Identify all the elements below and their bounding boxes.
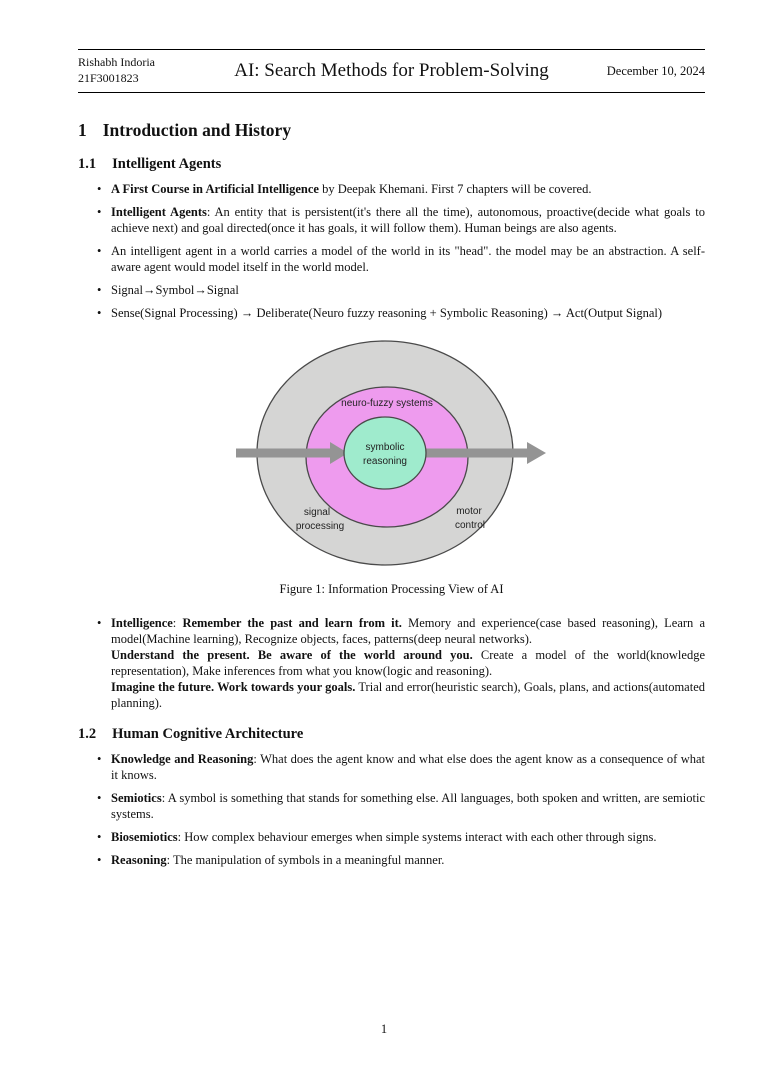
bullet-line: • A First Course in Artificial Intelligence by Deepak Khemani. First 7 chapters will be covered. xyxy=(111,182,592,197)
bullet-line: • Signal→Symbol→Signal xyxy=(111,283,239,298)
information-processing-diagram xyxy=(236,335,548,567)
label-symbolic: symbolic xyxy=(365,442,404,454)
list-item xyxy=(111,243,705,275)
author-block xyxy=(78,55,228,86)
label-reasoning: reasoning xyxy=(362,456,407,468)
bullet-line: • Reasoning: The manipulation of symbols in a meaningful manner. xyxy=(111,853,445,868)
bullet-list-agents xyxy=(78,181,705,321)
label-processing: processing xyxy=(295,521,344,533)
author-name: Rishabh Indoria xyxy=(78,55,155,70)
bullet-line: Understand the present. Be aware of the world around you. Create a model of the world(knowledge representation), Make inferences from what you know(logic and reasoning). xyxy=(111,648,705,679)
input-arrow-shaft xyxy=(236,449,330,458)
section-number: 1 xyxy=(78,120,87,141)
output-arrow-shaft xyxy=(424,449,528,458)
bullet-line: • Intelligence: Remember the past and learn from it. Memory and experience(case based reasoning), Learn a model(Machine learning), Recognize objects, faces, patterns(deep neural networks). xyxy=(111,616,705,647)
list-item xyxy=(111,615,705,711)
label-signal: signal xyxy=(303,507,330,519)
section-title: Introduction and History xyxy=(102,120,292,141)
bullet-line: • Sense(Signal Processing) → Deliberate(Neuro fuzzy reasoning + Symbolic Reasoning) → Act(Output Signal) xyxy=(111,306,663,321)
header-rule-bottom xyxy=(78,92,705,93)
list-item xyxy=(111,829,705,845)
bullet-line: • Intelligent Agents: An entity that is persistent(it's there all the time), autonomous, proactive(decide what goals to achieve next) and goal directed(once it has goals, it will follow them). Human beings are also agents. xyxy=(111,205,705,236)
page-header xyxy=(78,50,705,92)
label-neuro-fuzzy-systems: neuro-fuzzy systems xyxy=(340,398,433,410)
author-id: 21F3001823 xyxy=(78,70,139,85)
label-motor: motor xyxy=(455,506,482,518)
bullet-line: • An intelligent agent in a world carries a model of the world in its "head". the model may be an abstraction. A self-aware agent would model itself in the world model. xyxy=(111,244,705,275)
subsection-title: Intelligent Agents xyxy=(112,156,222,173)
document-page xyxy=(0,49,768,1073)
list-item xyxy=(111,181,705,197)
page-number: 1 xyxy=(380,1022,388,1036)
list-item xyxy=(111,305,705,321)
bullet-list-cognitive xyxy=(78,751,705,868)
subsection-title: Human Cognitive Architecture xyxy=(112,726,304,743)
subsection-heading-1-1 xyxy=(78,155,705,173)
page-content xyxy=(78,49,705,868)
subsection-heading-1-2 xyxy=(78,725,705,743)
bullet-line: • Knowledge and Reasoning: What does the agent know and what else does the agent know as a consequence of what it knows. xyxy=(111,752,705,783)
figure-caption: Figure 1: Information Processing View of AI xyxy=(279,582,504,597)
subsection-number: 1.1 xyxy=(78,156,97,173)
output-arrow-head xyxy=(527,442,546,464)
list-item xyxy=(111,852,705,868)
list-item xyxy=(111,282,705,298)
figure-1 xyxy=(236,335,548,597)
list-item xyxy=(111,790,705,822)
list-item xyxy=(111,751,705,783)
document-title: AI: Search Methods for Problem-Solving xyxy=(234,59,549,81)
bullet-line: • Biosemiotics: How complex behaviour emerges when simple systems interact with each other through signs. xyxy=(111,830,657,845)
bullet-list-intelligence xyxy=(78,615,705,711)
core-circle-symbolic xyxy=(344,417,426,489)
label-control: control xyxy=(454,520,485,532)
list-item xyxy=(111,204,705,236)
bullet-line: • Semiotics: A symbol is something that stands for something else. All languages, both spoken and written, are semiotic systems. xyxy=(111,791,705,822)
document-date: December 10, 2024 xyxy=(606,63,705,78)
subsection-number: 1.2 xyxy=(78,726,97,743)
section-heading-1 xyxy=(78,119,705,141)
bullet-line: Imagine the future. Work towards your goals. Trial and error(heuristic search), Goals, plans, and actions(automated planning). xyxy=(111,680,705,711)
